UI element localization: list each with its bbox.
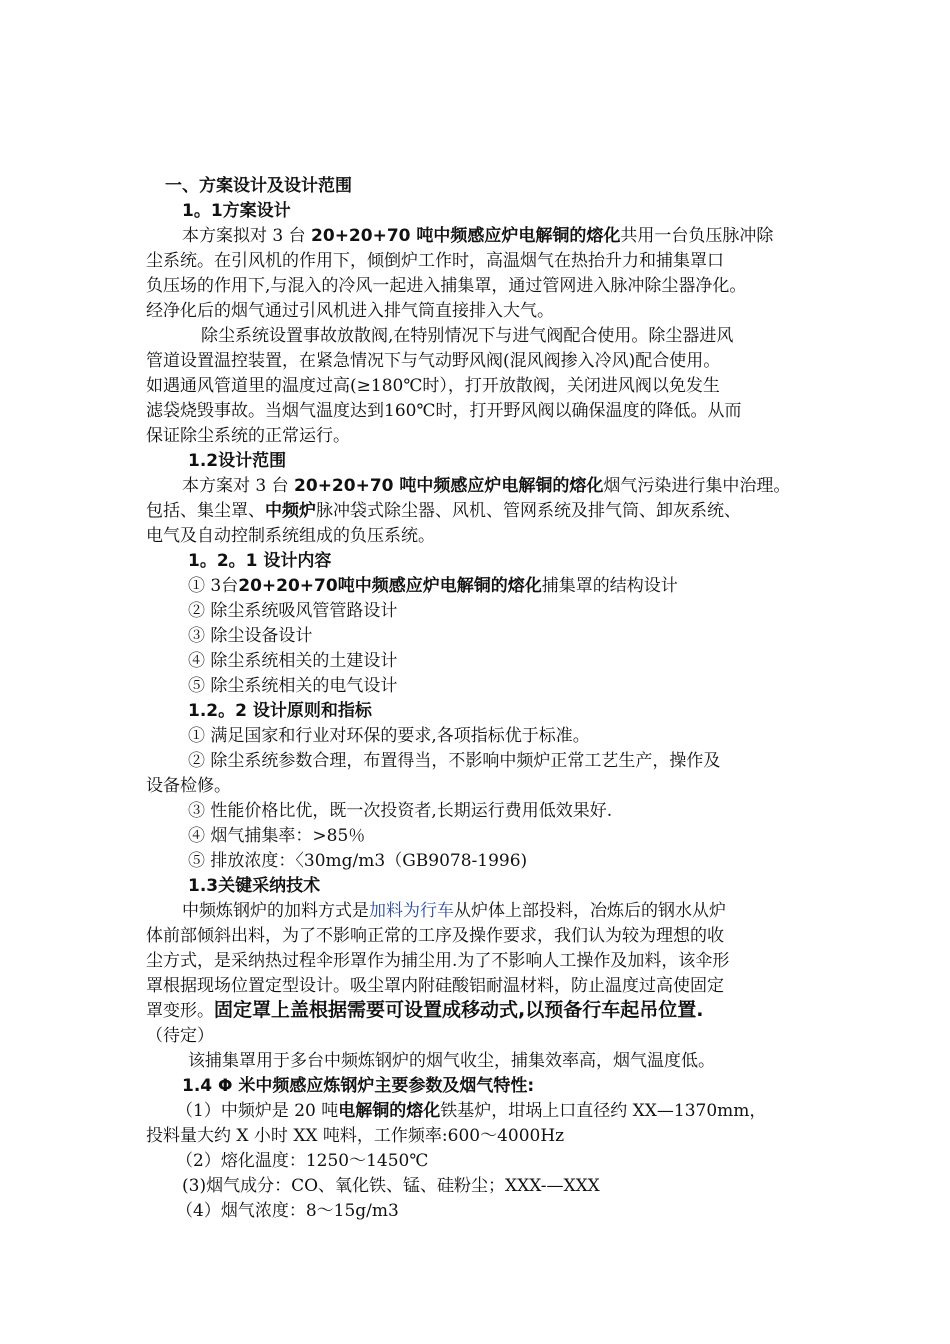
bold-text: 电解铜的熔化 [338,1101,441,1121]
subsection-heading-1-4: 1.4 Φ 米中频感应炼钢炉主要参数及烟气特性: [182,1076,535,1096]
subsection-heading-1-2: 1.2设计范围 [188,451,287,471]
item-text: 捕集罩的结构设计 [541,576,678,596]
emphasis-text: 固定罩上盖根据需要可设置成移动式,以预备行车起吊位置. [214,999,704,1021]
item-number: ③ [188,626,205,646]
text: 本方案拟对 3 台 [182,226,312,246]
paragraph-3-line-3: 电气及自动控制系统组成的负压系统。 [146,526,435,546]
paragraph-2-line-2: 管道设置温控装置，在紧急情况下与气动野风阀(混风阀掺入冷风)配合使用。 [146,351,721,371]
paragraph-5-line-1: 该捕集罩用于多台中频炼钢炉的烟气收尘，捕集效率高，烟气温度低。 [188,1051,715,1071]
section-heading: 一、方案设计及设计范围 [165,176,352,196]
paragraph-4-line-4: 罩根据现场位置定型设计。吸尘罩内附硅酸铝耐温材料，防止温度过高使固定 [146,976,724,996]
principle-1: ① 满足国家和行业对环保的要求,各项指标优于标准。 [188,726,590,746]
content-item-1 [188,574,678,599]
principle-4: ④ 烟气捕集率：>85％ [188,826,366,846]
spec-3: (3)烟气成分：CO、氧化铁、锰、硅粉尘；XXX-—XXX [182,1176,600,1196]
text: 共用一台负压脉冲除 [620,226,774,246]
item-number: ① [188,576,205,596]
item-text: 除尘设备设计 [205,626,313,646]
paragraph-1-line-3: 负压场的作用下,与混入的冷风一起进入捕集罩，通过管网进入脉冲除尘器净化。 [146,276,747,296]
principle-2-line-1: ② 除尘系统参数合理，布置得当，不影响中频炉正常工艺生产，操作及 [188,751,721,771]
bold-text: 20+20+70 吨中频感应炉电解铜的熔化 [311,226,621,246]
item-text: 除尘系统相关的电气设计 [205,676,398,696]
subsection-heading-1-1: 1。1方案设计 [182,201,291,221]
text: 烟气污染进行集中治理。 [603,476,791,496]
paragraph-1-line-4: 经净化后的烟气通过引风机进入排气筒直接排入大气。 [146,301,554,321]
paragraph-4-line-6: （待定） [146,1026,214,1046]
paragraph-2-line-5: 保证除尘系统的正常运行。 [146,426,350,446]
text: 包括、集尘罩、 [146,501,265,521]
item-number: ④ [188,651,205,671]
paragraph-1-line-1 [182,224,773,249]
paragraph-2-line-3: 如遇通风管道里的温度过高(≥180℃时），打开放散阀，关闭进风阀以免发生 [146,376,720,396]
paragraph-1-line-2: 尘系统。在引风机的作用下，倾倒炉工作时，高温烟气在热抬升力和捕集罩口 [146,251,724,271]
text: 从炉体上部投料，冶炼后的钢水从炉 [454,901,726,921]
paragraph-2-line-4: 滤袋烧毁事故。当烟气温度达到160℃时，打开野风阀以确保温度的降低。从而 [146,401,742,421]
spec-4: （4）烟气浓度：8～15g/m3 [176,1201,399,1221]
item-number: ② [188,601,205,621]
bold-text: 中频炉 [265,501,316,521]
text: 罩变形。 [146,1001,214,1021]
content-item-4 [188,649,397,674]
paragraph-4-line-5 [146,998,703,1024]
paragraph-3-line-2 [146,499,741,524]
text: 本方案对 3 台 [182,476,295,496]
item-text: 3台 [205,576,239,596]
bold-text: 20+20+70 吨中频感应炉电解铜的熔化 [294,476,604,496]
spec-1-line-1 [176,1099,766,1124]
content-item-3 [188,624,312,649]
paragraph-3-line-1 [182,474,790,499]
content-item-2 [188,599,397,624]
highlighted-text: 加料为行车 [369,901,454,921]
paragraph-4-line-2: 体前部倾斜出料，为了不影响正常的工序及操作要求，我们认为较为理想的收 [146,926,724,946]
principle-2-line-2: 设备检修。 [146,776,231,796]
spec-2: （2）熔化温度：1250～1450℃ [176,1151,429,1171]
item-text: 除尘系统吸风管管路设计 [205,601,398,621]
text: 铁基炉，坩埚上口直径约 XX—1370mm， [440,1101,767,1121]
principle-5: ⑤ 排放浓度：〈30mg/m3（GB9078-1996) [188,851,528,871]
subsection-heading-1-3: 1.3关键采纳技术 [188,876,321,896]
content-item-5 [188,674,397,699]
spec-1-line-2: 投料量大约 X 小时 XX 吨料，工作频率:600～4000Hz [146,1126,565,1146]
text: 中频炼钢炉的加料方式是 [182,901,369,921]
bold-text: 20+20+70吨中频感应炉电解铜的熔化 [238,576,542,596]
paragraph-4-line-1 [182,899,726,924]
item-number: ⑤ [188,676,205,696]
text: 脉冲袋式除尘器、风机、管网系统及排气筒、卸灰系统、 [316,501,741,521]
paragraph-4-line-3: 尘方式，是采纳热过程伞形罩作为捕尘用.为了不影响人工操作及加料，该伞形 [146,951,730,971]
item-text: 除尘系统相关的土建设计 [205,651,398,671]
text: （1）中频炉是 20 吨 [176,1101,339,1121]
principle-3: ③ 性能价格比优，既一次投资者,长期运行费用低效果好. [188,801,613,821]
subsection-heading-1-2-1: 1。2。1 设计内容 [188,551,332,571]
subsection-heading-1-2-2: 1.2。2 设计原则和指标 [188,701,372,721]
paragraph-2-line-1: 除尘系统设置事故放散阀,在特别情况下与进气阀配合使用。除尘器进风 [201,326,734,346]
